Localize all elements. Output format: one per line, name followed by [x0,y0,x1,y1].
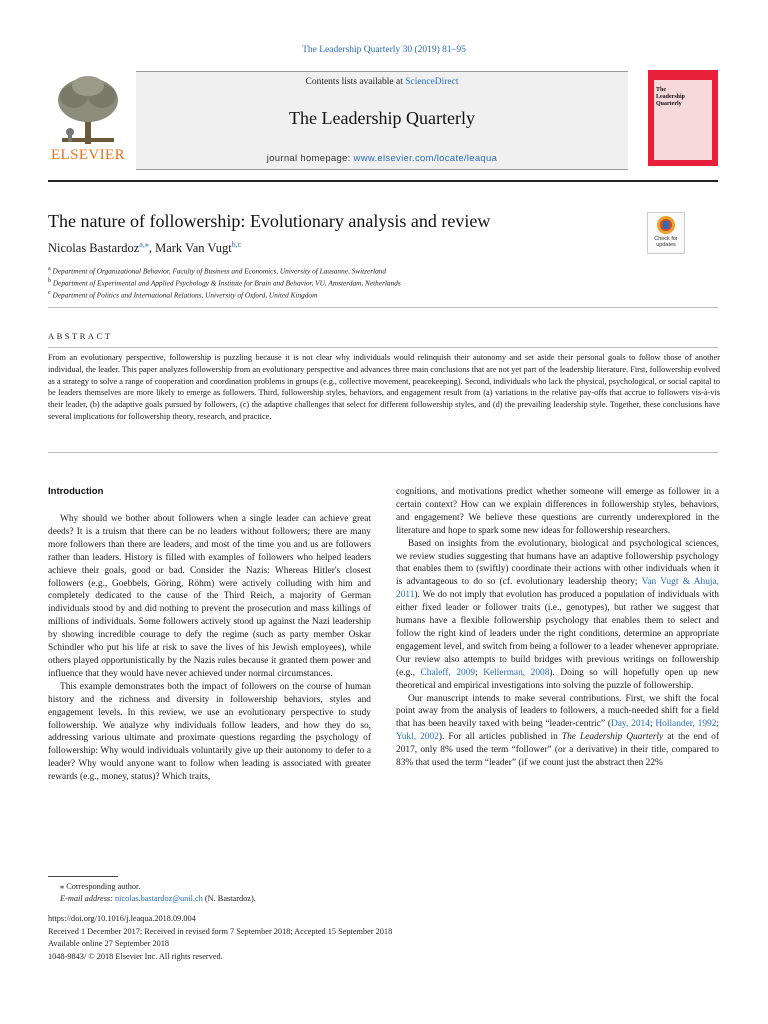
contents-prefix: Contents lists available at [305,77,406,87]
body-paragraph: cognitions, and motivations predict whether someone will emerge as follower in a certain context? How can we explain differences in followership styles, behaviors, and engagement? We believe these questions are currently underexplored in the literature and hope to spark some new ideas for followership researchers. [396,487,719,536]
email-suffix: (N. Bastardoz). [202,894,256,903]
paragraph-text: Our manuscript intends to make several contributions. First, we shift the focal point away from the analysis of leaders to followers, a much-needed shift for a field that has been heavily taxed with being “leader-centric” ( [396,693,719,730]
affiliation-b [48,278,401,287]
check-updates-icon [648,213,684,237]
affiliation-text: Department of Experimental and Applied Psychology & Institute for Brain and Behavior, VU, Amsterdam, Netherlands [52,278,401,288]
paragraph-text: ). For all articles published in [438,732,562,743]
cover-title-line: Leadership [656,94,686,100]
body-paragraph [396,693,719,770]
reference-link[interactable]: Day, 2014 [611,719,650,730]
copyright-line: 1048-9843/ © 2018 Elsevier Inc. All rights reserved. [48,952,223,961]
affiliation-text: Department of Politics and International Relations, University of Oxford, United Kingdom [52,290,318,300]
elsevier-wordmark: ELSEVIER [50,147,126,163]
journal-name-italic: The Leadership Quarterly [561,732,664,743]
article-title: The nature of followership: Evolutionary analysis and review [48,211,491,231]
check-updates-label [647,236,685,248]
available-online: Available online 27 September 2018 [48,939,170,948]
affiliation-text: Department of Organizational Behavior, Faculty of Business and Economics, University of Lausanne, Switzerland [52,266,387,276]
reference-link[interactable]: Yukl, 2002 [396,732,439,743]
email-label: E-mail address: [60,894,115,903]
body-paragraph [396,538,719,693]
email-link[interactable]: nicolas.bastardoz@unil.ch [115,894,203,903]
body-paragraph: Why should we bother about followers when a single leader can achieve great deeds? It is a truism that there can be no leaders without followers; there are many more followers than there are leaders, and most of the time you and us are followers rather than leaders. History is filled with examples of followers who helped leaders achieve their goals, good or bad. Consider the Nazis: Whereas Hitler's closest followers (e.g., Goebbels, Göring, Röhm) were actively colluding with him and completely dedicated to the cause of the Third Reich, a majority of German individuals stood by and did nothing to prevent the prosecution and mass killings of millions of individuals. Some followers actively stood up against the Nazi leadership by showing incredible courage to defy the regime (such as party member Oskar Schindler who put his life at risk to save the lives of his Jewish employees), while others played opportunistically by the Nazis rules because it granted them power and influence that they would have never achieved under normal circumstances. [48,514,371,679]
journal-title: The Leadership Quarterly [289,108,475,128]
affiliation-sup: b [48,278,52,284]
email-note [60,894,256,903]
journal-citation[interactable]: The Leadership Quarterly 30 (2019) 81–95 [302,45,466,55]
affiliation-c [48,290,317,299]
author-name[interactable]: Nicolas Bastardoz [48,241,140,256]
affiliation-a [48,266,386,275]
paragraph-text: ). We do not imply that evolution has produced a population of individuals with either fixed leader or follower traits (i.e., genotypes), but rather we suggest that humans have a flexible followership psychology that enables them to select and follow the right kind of leaders under the right conditions, determine an appropriate engagement level, and switch from being a follower to a leader whenever appropriate. Our review also attempts to build bridges with previous writings on followership (e.g., [396,590,719,678]
author-affiliation-sup[interactable]: b,c [231,240,242,249]
paragraph-text: ; [716,719,720,730]
reference-link[interactable]: Van Vugt & Ahuja, 2011 [396,577,719,601]
corresponding-author-note: ⁎ Corresponding author. [60,882,141,891]
abstract-heading: ABSTRACT [48,331,113,341]
journal-homepage [136,153,628,164]
abstract-bottom-divider [48,452,718,453]
paragraph-text: ; [475,667,484,678]
homepage-prefix: journal homepage: [266,153,354,164]
journal-cover-title [656,87,712,108]
homepage-link[interactable]: www.elsevier.com/locate/leaqua [353,153,498,164]
check-updates-line: updates [656,242,676,248]
author-affiliation-sup[interactable]: a,⁎ [139,240,149,249]
introduction-heading: Introduction [48,486,104,497]
body-column-right [396,486,719,770]
cover-title-line: Quarterly [656,101,682,107]
body-column-left [48,513,371,784]
paragraph-text: ). Doing so will hopefully open up new theoretical and empirical investigations into solving the puzzle of followership. [396,667,719,691]
check-updates-line: Check for [654,236,678,242]
paragraph-text: at the end of 2017, only 8% used the term “follower” (or a derivative) in their title, compared to 83% that used the term “leader” (if we count just the abstract then 22% [396,732,719,769]
contents-line [136,77,628,87]
paragraph-text: ; [649,719,656,730]
received-dates: Received 1 December 2017; Received in revised form 7 September 2018; Accepted 15 September 2018 [48,927,393,936]
header-divider [48,180,718,182]
affiliation-sup: a [48,266,51,272]
body-paragraph: This example demonstrates both the impact of followers on the course of human history and the richness and diversity in followership behaviors, styles and engagement levels. In this review, we use an evolutionary perspective to study followership. We analyze why individuals follow leaders, and how they do so, addressing various ultimate and proximate questions regarding the psychology of followership: Why would individuals voluntarily give up their autonomy to defer to a leader? Why would anyone want to follow when leading is associated with greater rewards (e.g., money, status)? Which traits, [48,681,371,783]
reference-link[interactable]: Hollander, 1992 [655,719,717,730]
abstract-text: From an evolutionary perspective, followership is puzzling because it is not clear why individuals would relinquish their autonomy and set aside their personal goals to follow those of another individual, the leader. This paper analyzes followership from an evolutionary perspective and advances three main conclusions that are not yet part of the leadership literature. First, followership evolved as a strategy to solve a range of cooperation and coordination problems in groups (e.g., collective movement, peacekeeping). Second, individuals who lack the physical, psychological, or social capital to be leaders themselves are more likely to emerge as followers. Third, followership styles, behaviors, and engagement result from (a) variations in the relative pay-offs that accrue to followers vis-à-vis their leader, (b) the adaptive goals pursued by followers, (c) the adaptive challenges that select for different followership styles, and (d) the prevailing leadership style. Together, these conclusions have several implications for followership theory, research, and practice. [48,353,720,421]
affiliation-sup: c [48,290,51,296]
affiliation-divider [48,307,718,308]
sciencedirect-link[interactable]: ScienceDirect [405,77,459,87]
paragraph-text: Based on insights from the evolutionary, biological and psychological sciences, we review studies suggesting that humans have an adaptive followership psychology that enables them to (swiftly) coordinate their actions with other individuals when it is advantageous to do so (cf. evolutionary leadership theory; [396,538,719,588]
author-name[interactable]: Mark Van Vugt [155,241,232,256]
doi-link[interactable]: https://doi.org/10.1016/j.leaqua.2018.09.004 [48,914,196,923]
author-separator: , [148,241,156,256]
footnote-rule [48,876,118,877]
abstract-top-divider [48,347,718,348]
author-list [48,240,241,256]
reference-link[interactable]: Chaleff, 2009 [420,667,476,678]
cover-title-line: The [656,87,667,93]
reference-link[interactable]: Kellerman, 2008 [483,667,550,678]
